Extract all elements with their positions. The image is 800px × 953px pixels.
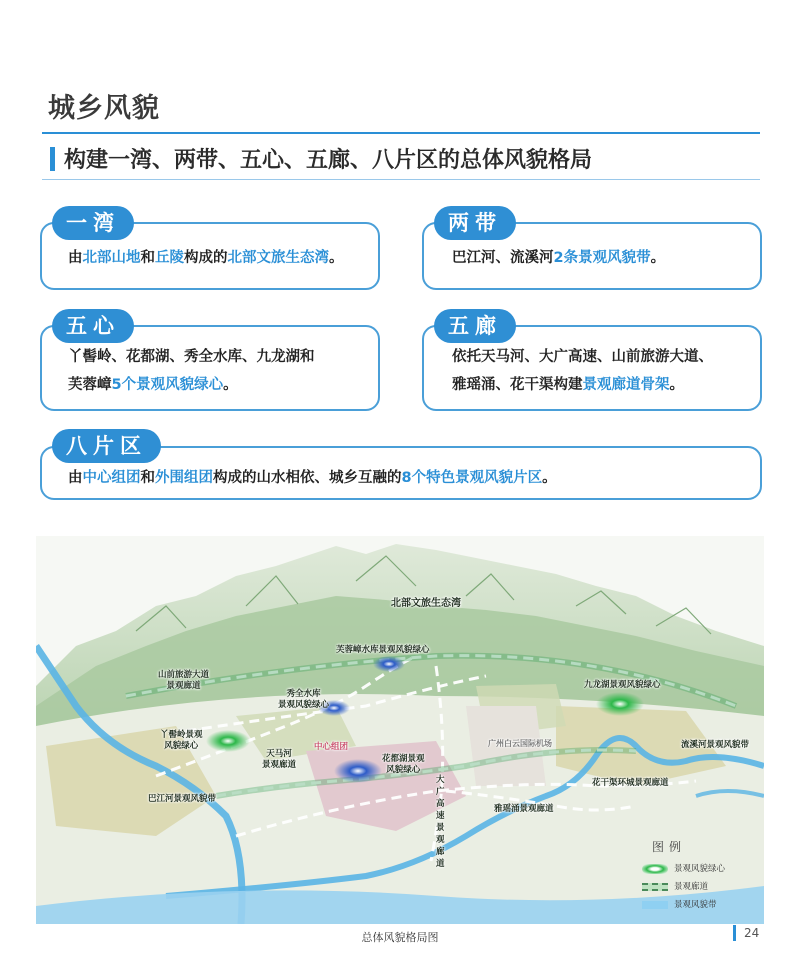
card-bay-label: 一湾 (52, 206, 134, 240)
map-label-center: 中心组团 (314, 742, 349, 752)
map-label-tianma: 天马河 景观廊道 (262, 749, 297, 770)
page-title: 城乡风貌 (48, 93, 160, 124)
map-label-bajiang: 巴江河景观风貌带 (148, 794, 217, 804)
legend-item-belt: 景观风貌带 (642, 898, 717, 912)
title-rule (42, 132, 760, 134)
card-belts-text: 巴江河、流溪河2条景观风貌带。 (452, 250, 666, 266)
map-label-furong: 芙蓉嶂水库景观风貌绿心 (336, 645, 430, 655)
subtitle-rule (42, 179, 760, 180)
page-subtitle: 构建一湾、两带、五心、五廊、八片区的总体风貌格局 (64, 148, 593, 173)
card-zones-text: 由中心组团和外围组团构成的山水相依、城乡互融的8个特色景观风貌片区。 (68, 470, 557, 486)
legend-title: 图例 (652, 840, 687, 854)
card-bay-text: 由北部山地和丘陵构成的北部文旅生态湾。 (68, 250, 344, 266)
map-label-xiuquan: 秀全水库 景观风貌绿心 (278, 689, 330, 710)
map-label-liuxi: 流溪河景观风貌带 (681, 740, 750, 750)
legend-item-corridor: 景观廊道 (642, 880, 708, 894)
map-label-daguang: 大 广 高 速 景 观 廊 道 (436, 775, 445, 869)
page-number-bar (733, 925, 736, 941)
card-belts-label: 两带 (434, 206, 516, 240)
legend-core-swatch (642, 864, 668, 874)
map-label-jiulong: 九龙湖景观风貌绿心 (584, 680, 661, 690)
legend-corridor-swatch (642, 883, 668, 891)
legend-belt-swatch (642, 901, 668, 909)
figure-caption: 总体风貌格局图 (361, 931, 439, 944)
map-label-yajiling: 丫髻岭景观 风貌绿心 (160, 730, 203, 751)
card-cores-label: 五心 (52, 309, 134, 343)
map-label-yayao: 雅瑶涌景观廊道 (494, 804, 554, 814)
map-label-huagan: 花干渠环城景观廊道 (592, 778, 669, 788)
legend-item-core: 景观风貌绿心 (642, 862, 725, 876)
map-legend (640, 838, 762, 922)
map-label-airport: 广州白云国际机场 (488, 739, 552, 748)
card-corridors-text: 依托天马河、大广高速、山前旅游大道、 雅瑶涌、花干渠构建景观廊道骨架。 (452, 349, 713, 393)
map-label-north-bay: 北部文旅生态湾 (391, 598, 461, 609)
card-zones-label: 八片区 (52, 429, 161, 463)
subtitle-accent-bar (50, 147, 55, 171)
card-cores-text: 丫髻岭、花都湖、秀全水库、九龙湖和 芙蓉嶂5个景观风貌绿心。 (68, 349, 315, 393)
card-corridors-label: 五廊 (434, 309, 516, 343)
map-label-shanqian: 山前旅游大道 景观廊道 (158, 670, 210, 691)
map-label-huadu: 花都湖景观 风貌绿心 (382, 754, 425, 775)
page-number: 24 (744, 926, 760, 940)
